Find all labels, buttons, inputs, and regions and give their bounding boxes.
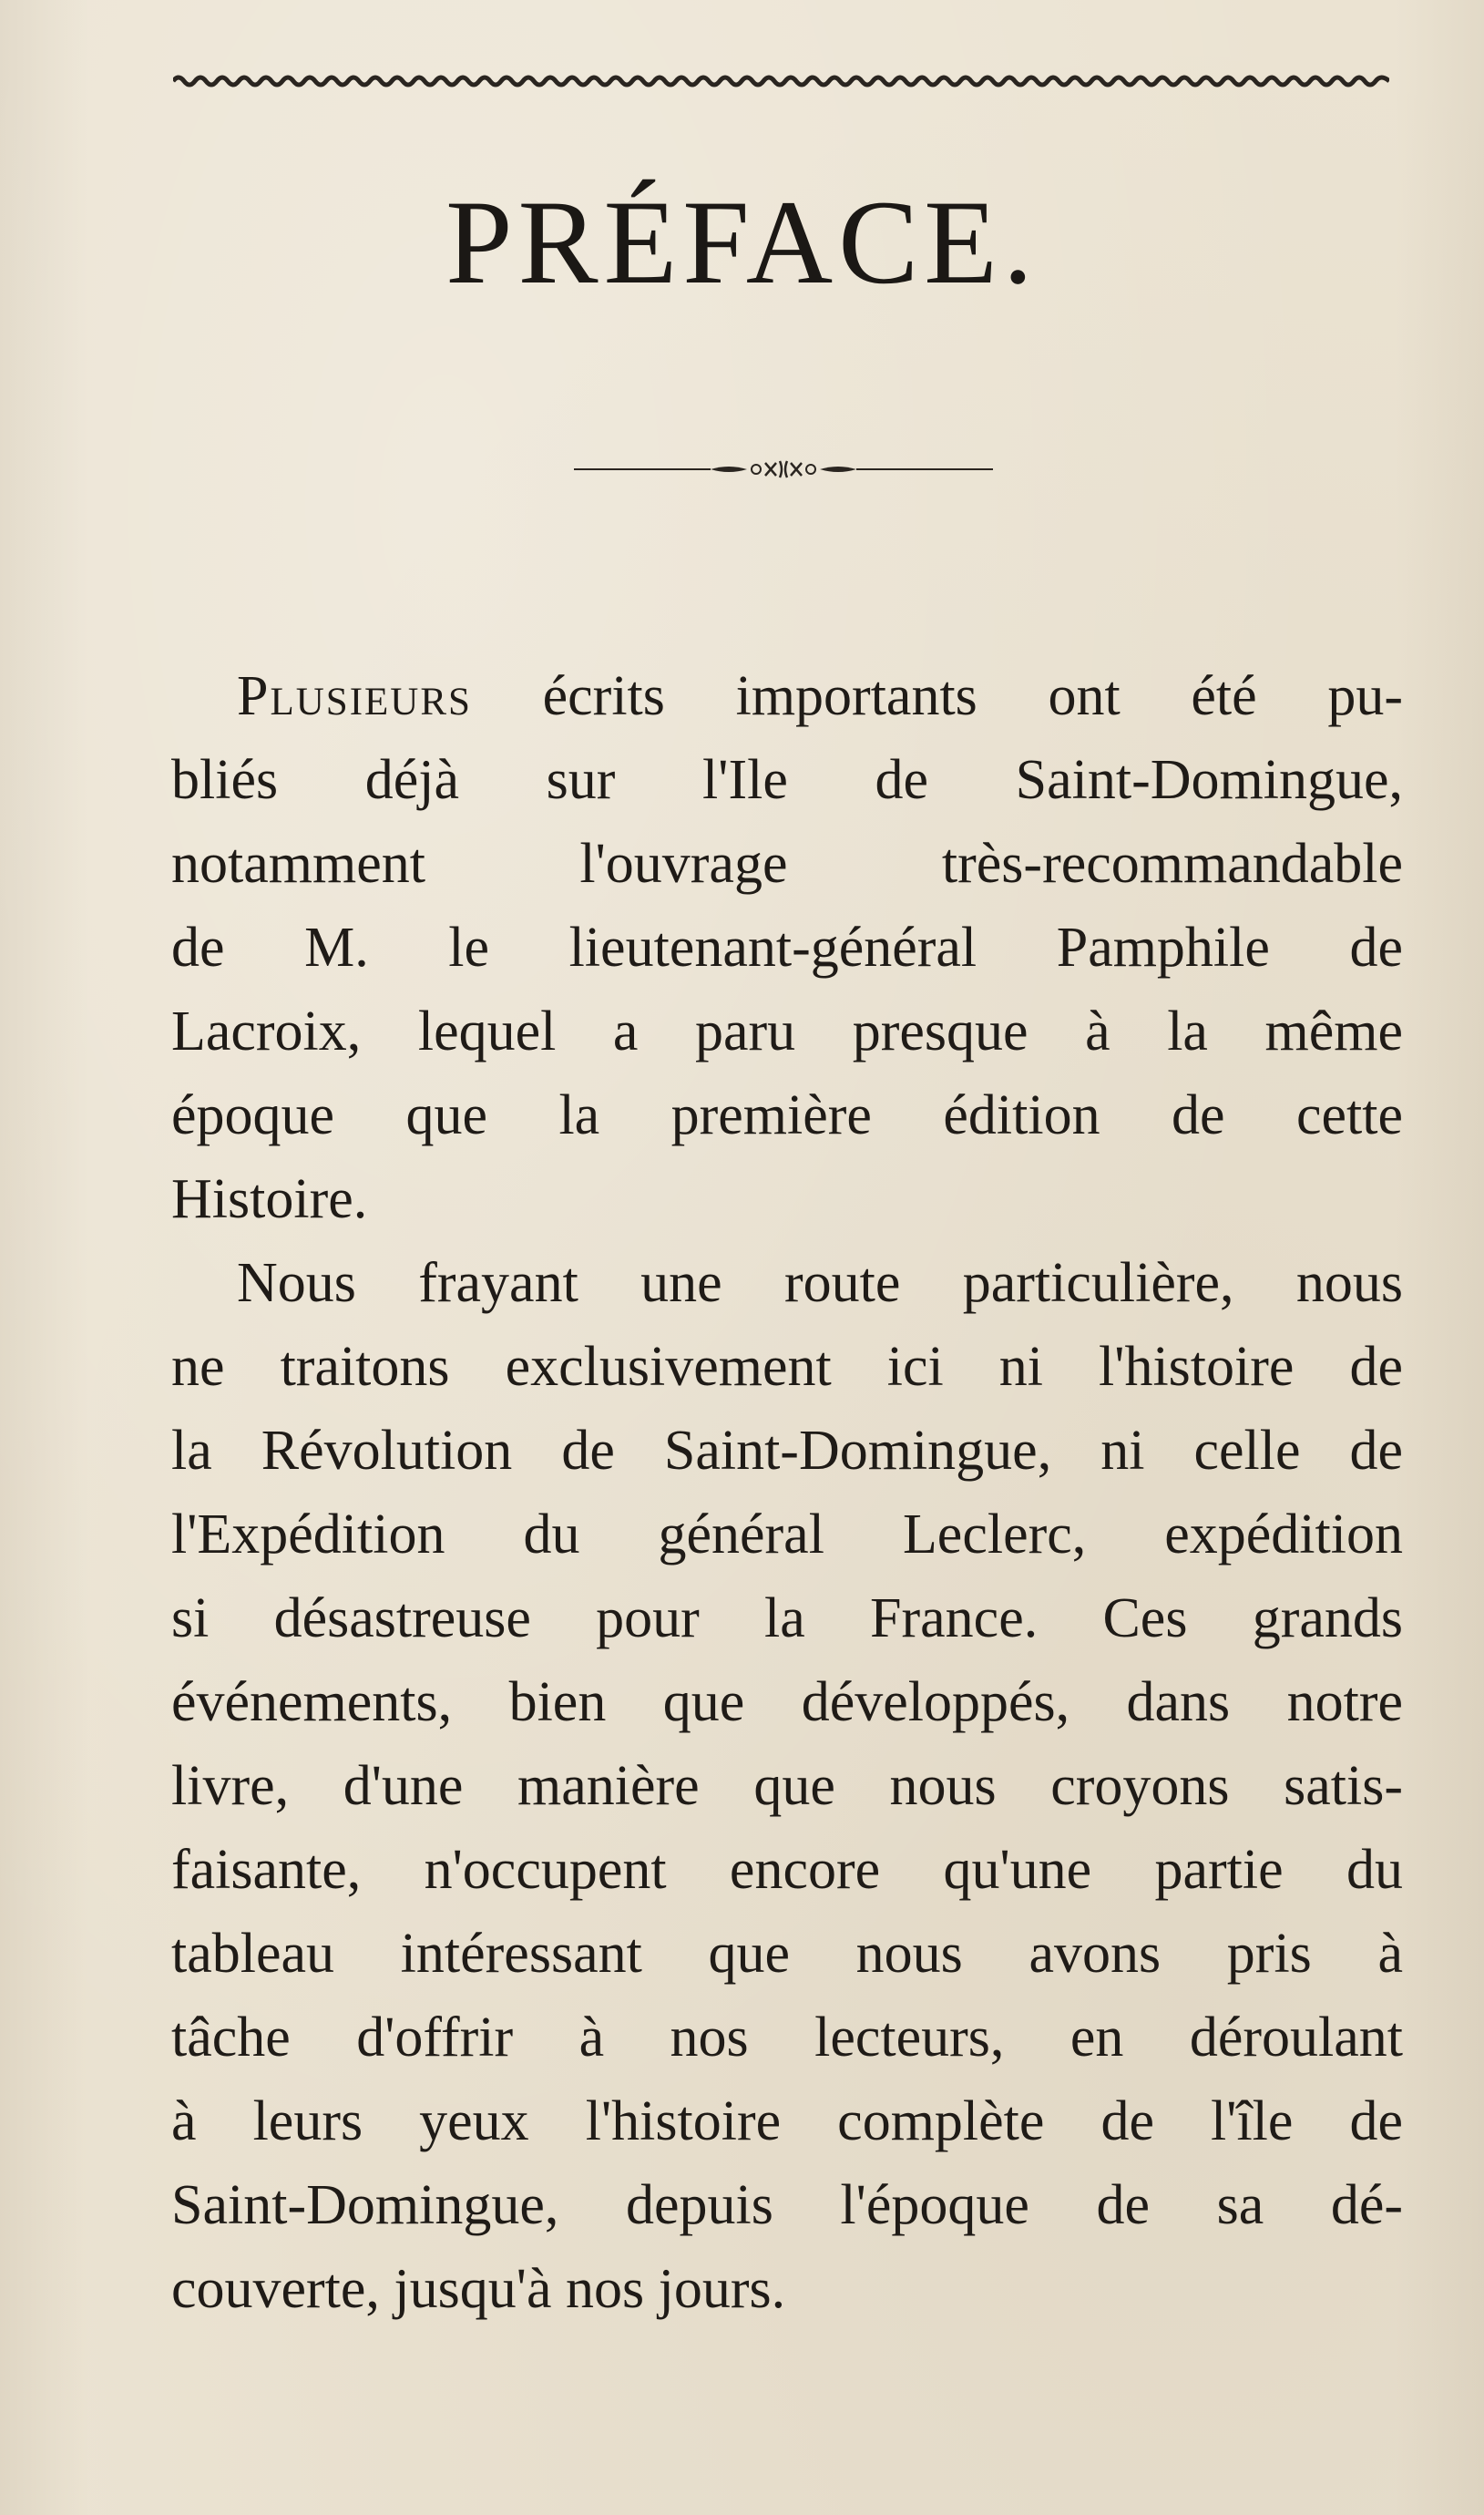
text-line: si désastreuse pour la France. Ces grands: [171, 1587, 1403, 1649]
text-line: la Révolution de Saint-Domingue, ni celle de: [171, 1420, 1403, 1482]
text-line: Saint-Domingue, depuis l'époque de sa dé-: [171, 2174, 1403, 2236]
text-line: de M. le lieutenant-général Pamphile de: [171, 917, 1403, 979]
text-line: Histoire.: [171, 1168, 368, 1230]
paragraph-1: [171, 654, 1403, 1241]
preface-body: [171, 654, 1403, 2331]
text-line: ne traitons exclusivement ici ni l'histoire de: [171, 1336, 1403, 1398]
lead-line-rest: écrits importants ont été pu-: [471, 665, 1403, 727]
decorative-ornament-divider: [574, 456, 993, 483]
text-line: époque que la première édition de cette: [171, 1084, 1403, 1146]
lead-word: Plusieurs: [237, 665, 472, 727]
text-line: Nous frayant une route particulière, nous: [237, 1252, 1403, 1314]
text-line: notamment l'ouvrage très-recommandable: [171, 833, 1403, 895]
text-line: livre, d'une manière que nous croyons satis-: [171, 1755, 1403, 1817]
text-line: à leurs yeux l'histoire complète de l'île de: [171, 2090, 1403, 2152]
text-line: Lacroix, lequel a paru presque à la même: [171, 1001, 1403, 1062]
text-line: tâche d'offrir à nos lecteurs, en déroulant: [171, 2007, 1403, 2068]
text-line: tableau intéressant que nous avons pris à: [171, 1923, 1403, 1985]
page-title: PRÉFACE.: [445, 175, 1039, 309]
text-line: couverte, jusqu'à nos jours.: [171, 2258, 786, 2320]
text-line: [171, 654, 1403, 738]
text-line: bliés déjà sur l'Ile de Saint-Domingue,: [171, 749, 1403, 811]
text-line: faisante, n'occupent encore qu'une partie du: [171, 1839, 1403, 1901]
text-line: l'Expédition du général Leclerc, expédition: [171, 1504, 1403, 1565]
text-line: événements, bien que développés, dans notre: [171, 1671, 1403, 1733]
paragraph-2: [171, 1241, 1403, 2331]
decorative-top-rule: [173, 71, 1389, 91]
